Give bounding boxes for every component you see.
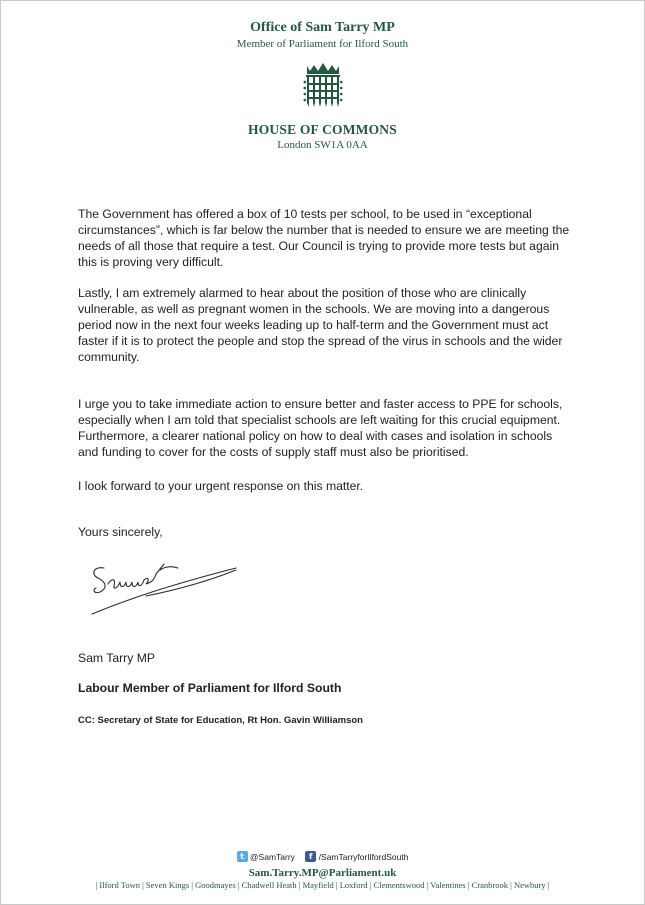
member-subtitle: Member of Parliament for Ilford South — [236, 38, 409, 50]
twitter-icon: t — [237, 851, 248, 862]
letter-paragraph-1: The Government has offered a box of 10 tests per school, to be used in “exceptional circumstances”, which is far below the number that is needed to ensure we are meeting the needs of all those that require a test. Our Council is trying to provide more tests but again this is proving very difficult. — [78, 207, 570, 269]
letter-paragraph-4: I look forward to your urgent response on this matter. — [78, 479, 364, 493]
signatory-name: Sam Tarry MP — [78, 651, 155, 665]
letterhead — [0, 18, 645, 151]
social-links — [0, 851, 645, 862]
facebook-handle: /SamTarryforIlfordSouth — [318, 851, 409, 862]
letter-closing: Yours sincerely, — [78, 525, 163, 539]
contact-email: Sam.Tarry.MP@Parliament.uk — [248, 867, 397, 879]
letter-paragraph-3: I urge you to take immediate action to ensure better and faster access to PPE for schools, especially when I am told that specialist schools are left waiting for this crucial equipment. Furthermore, a clearer national policy on how to deal with cases and isolation in schools and funding to cover for the costs of supply staff must also be prioritised. — [78, 397, 563, 459]
letter-paragraph-2: Lastly, I am extremely alarmed to hear about the position of those who are clinically vulnerable, as well as pregnant women in the schools. We are moving into a dangerous period now in the next four weeks leading up to half-term and the Government must act faster if it is to protect the people and stop the spread of the virus in schools and the wider community. — [78, 286, 563, 364]
portcullis-icon — [303, 62, 343, 108]
cc-line: CC: Secretary of State for Education, Rt Hon. Gavin Williamson — [78, 715, 363, 726]
constituency-wards: | Ilford Town | Seven Kings | Goodmayes | Chadwell Heath | Mayfield | Loxford | Clementswood | Valentines | Cranbrook | Newbury | — [95, 880, 550, 890]
office-title: Office of Sam Tarry MP — [250, 20, 395, 35]
facebook-icon: f — [305, 851, 316, 862]
house-of-commons-heading: HOUSE OF COMMONS — [248, 122, 397, 137]
house-address: London SW1A 0AA — [277, 139, 368, 151]
signatory-role: Labour Member of Parliament for Ilford South — [78, 681, 342, 695]
twitter-handle: @SamTarry — [249, 851, 295, 862]
handwritten-signature — [86, 556, 246, 618]
